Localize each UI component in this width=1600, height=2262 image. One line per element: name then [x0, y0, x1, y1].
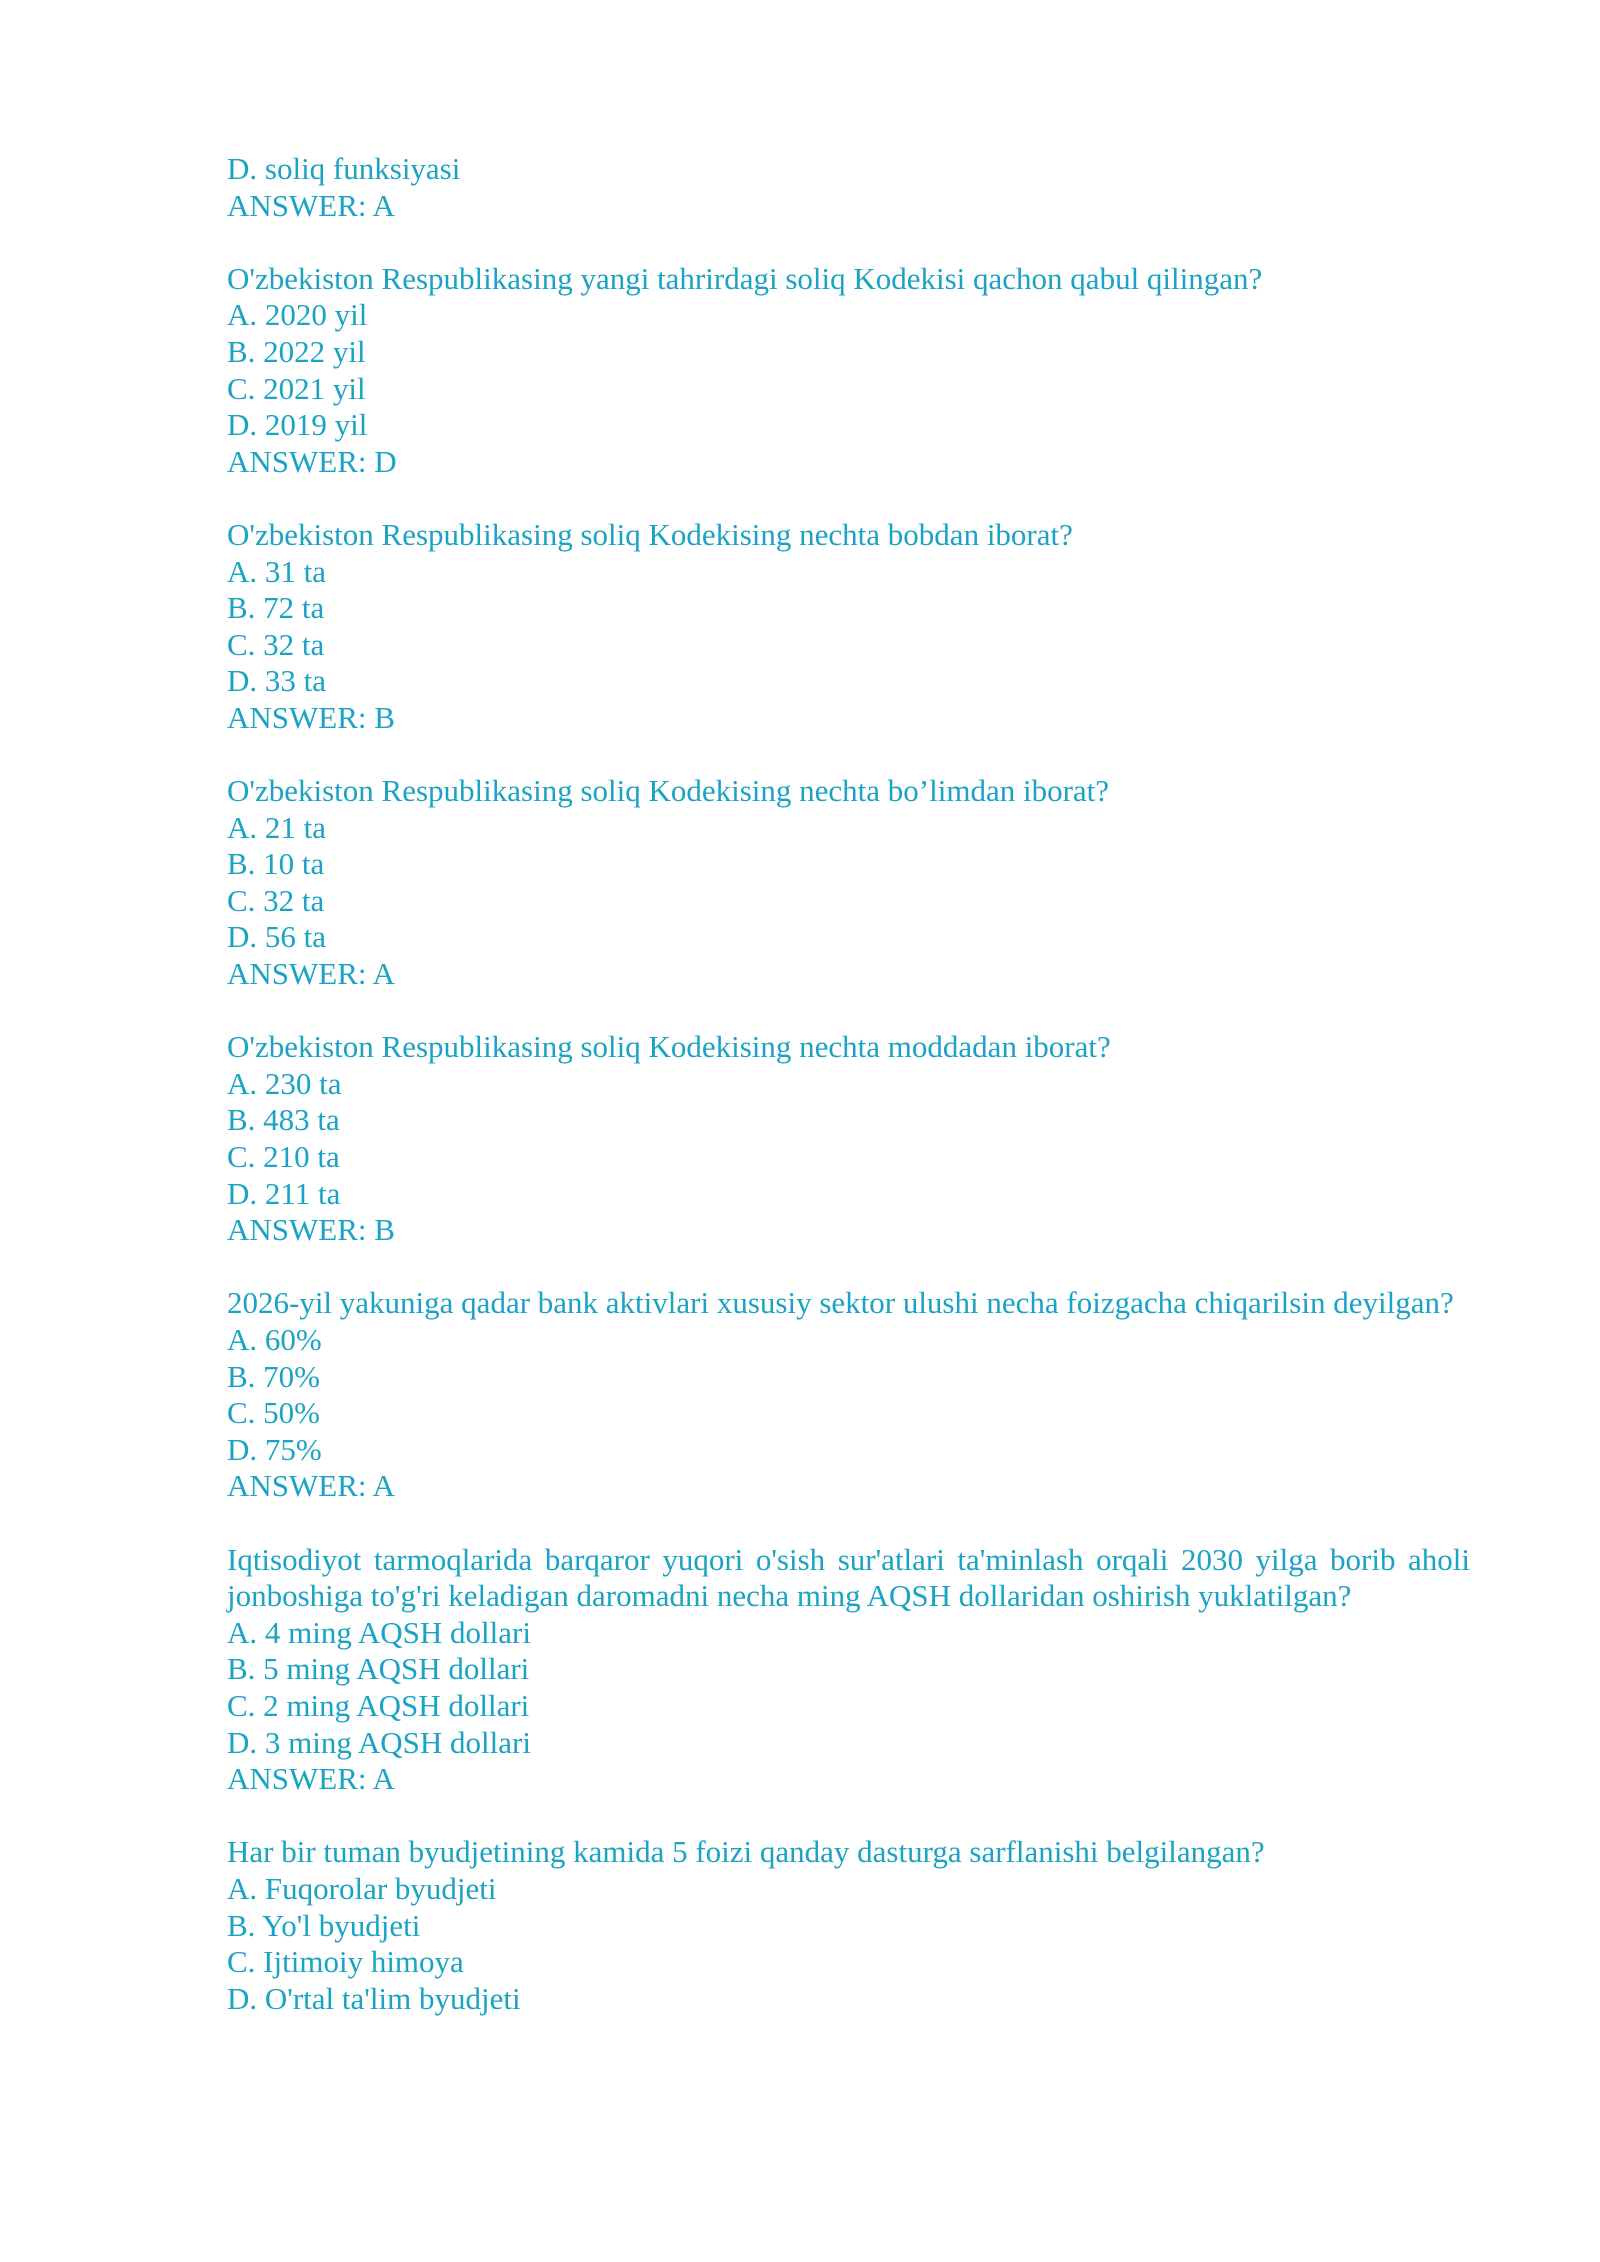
option-b: B. Yo'l byudjeti — [227, 1907, 421, 1943]
option-b: B. 2022 yil — [227, 333, 366, 369]
option-b: B. 70% — [227, 1358, 320, 1394]
blank-line — [227, 993, 1470, 1030]
option-a: A. Fuqorolar byudjeti — [227, 1870, 497, 1906]
question-text: O'zbekiston Respublikasing yangi tahrirdagi soliq Kodekisi qachon qabul qilingan? — [227, 260, 1263, 296]
option-d: D. 2019 yil — [227, 407, 368, 443]
option-d: D. 3 ming AQSH dollari — [227, 1724, 531, 1760]
answer-line: ANSWER: A — [227, 187, 395, 223]
blank-line — [227, 480, 1470, 517]
answer-line: ANSWER: A — [227, 1468, 395, 1504]
leading-block — [227, 151, 1470, 224]
answer-line: ANSWER: A — [227, 956, 395, 992]
option-c: C. 2 ming AQSH dollari — [227, 1687, 530, 1723]
option-a: A. 230 ta — [227, 1065, 342, 1101]
option-c: C. 32 ta — [227, 882, 325, 918]
option-d: D. O'rtal ta'lim byudjeti — [227, 1980, 521, 2016]
option-a: A. 31 ta — [227, 553, 327, 589]
option-c: C. 32 ta — [227, 626, 325, 662]
blank-line — [227, 1505, 1470, 1542]
option-d: D. 211 ta — [227, 1175, 341, 1211]
option-c: C. 2021 yil — [227, 370, 366, 406]
question-text: O'zbekiston Respublikasing soliq Kodekising nechta bobdan iborat? — [227, 516, 1073, 552]
blank-line — [227, 1798, 1470, 1835]
option-a: A. 60% — [227, 1322, 322, 1357]
option-c: C. Ijtimoiy himoya — [227, 1944, 464, 1980]
option-c: C. 210 ta — [227, 1139, 340, 1175]
option-d: D. 56 ta — [227, 919, 327, 955]
question-text: O'zbekiston Respublikasing soliq Kodekising nechta moddadan iborat? — [227, 1029, 1111, 1065]
question-block — [227, 261, 1470, 481]
option-a: A. 4 ming AQSH dollari — [227, 1614, 531, 1650]
blank-line — [227, 1249, 1470, 1286]
question-block — [227, 517, 1470, 737]
blank-line — [227, 224, 1470, 261]
option-d: D. 33 ta — [227, 663, 327, 699]
answer-line: ANSWER: A — [227, 1761, 395, 1797]
option-a: A. 2020 yil — [227, 297, 368, 333]
question-text: Har bir tuman byudjetining kamida 5 foizi qanday dasturga sarflanishi belgilangan? — [227, 1834, 1265, 1870]
question-block — [227, 1542, 1470, 1798]
question-block — [227, 773, 1470, 993]
option-d: D. 75% — [227, 1431, 322, 1467]
answer-line: ANSWER: B — [227, 699, 395, 735]
option-b: B. 10 ta — [227, 846, 325, 882]
question-block — [227, 1029, 1470, 1249]
option-d: D. soliq funksiyasi — [227, 151, 461, 186]
question-text: 2026-yil yakuniga qadar bank aktivlari xususiy sektor ulushi necha foizgacha chiqarilsin deyilgan? — [227, 1285, 1454, 1321]
option-b: B. 5 ming AQSH dollari — [227, 1651, 530, 1687]
blank-line — [227, 737, 1470, 774]
answer-line: ANSWER: B — [227, 1212, 395, 1248]
option-c: C. 50% — [227, 1395, 320, 1431]
question-block — [227, 1285, 1470, 1505]
question-block — [227, 1834, 1470, 2017]
option-a: A. 21 ta — [227, 809, 327, 845]
document-page — [227, 151, 1470, 2017]
option-b: B. 483 ta — [227, 1102, 340, 1138]
question-text: Iqtisodiyot tarmoqlarida barqaror yuqori o'sish sur'atlari ta'minlash orqali 2030 yilga borib aholi jonboshiga to'g'ri keladigan daromadni necha ming AQSH dollaridan oshirish yuklatilgan? — [227, 1541, 1470, 1614]
answer-line: ANSWER: D — [227, 443, 397, 479]
question-text: O'zbekiston Respublikasing soliq Kodekising nechta bo’limdan iborat? — [227, 773, 1110, 809]
option-b: B. 72 ta — [227, 590, 325, 626]
